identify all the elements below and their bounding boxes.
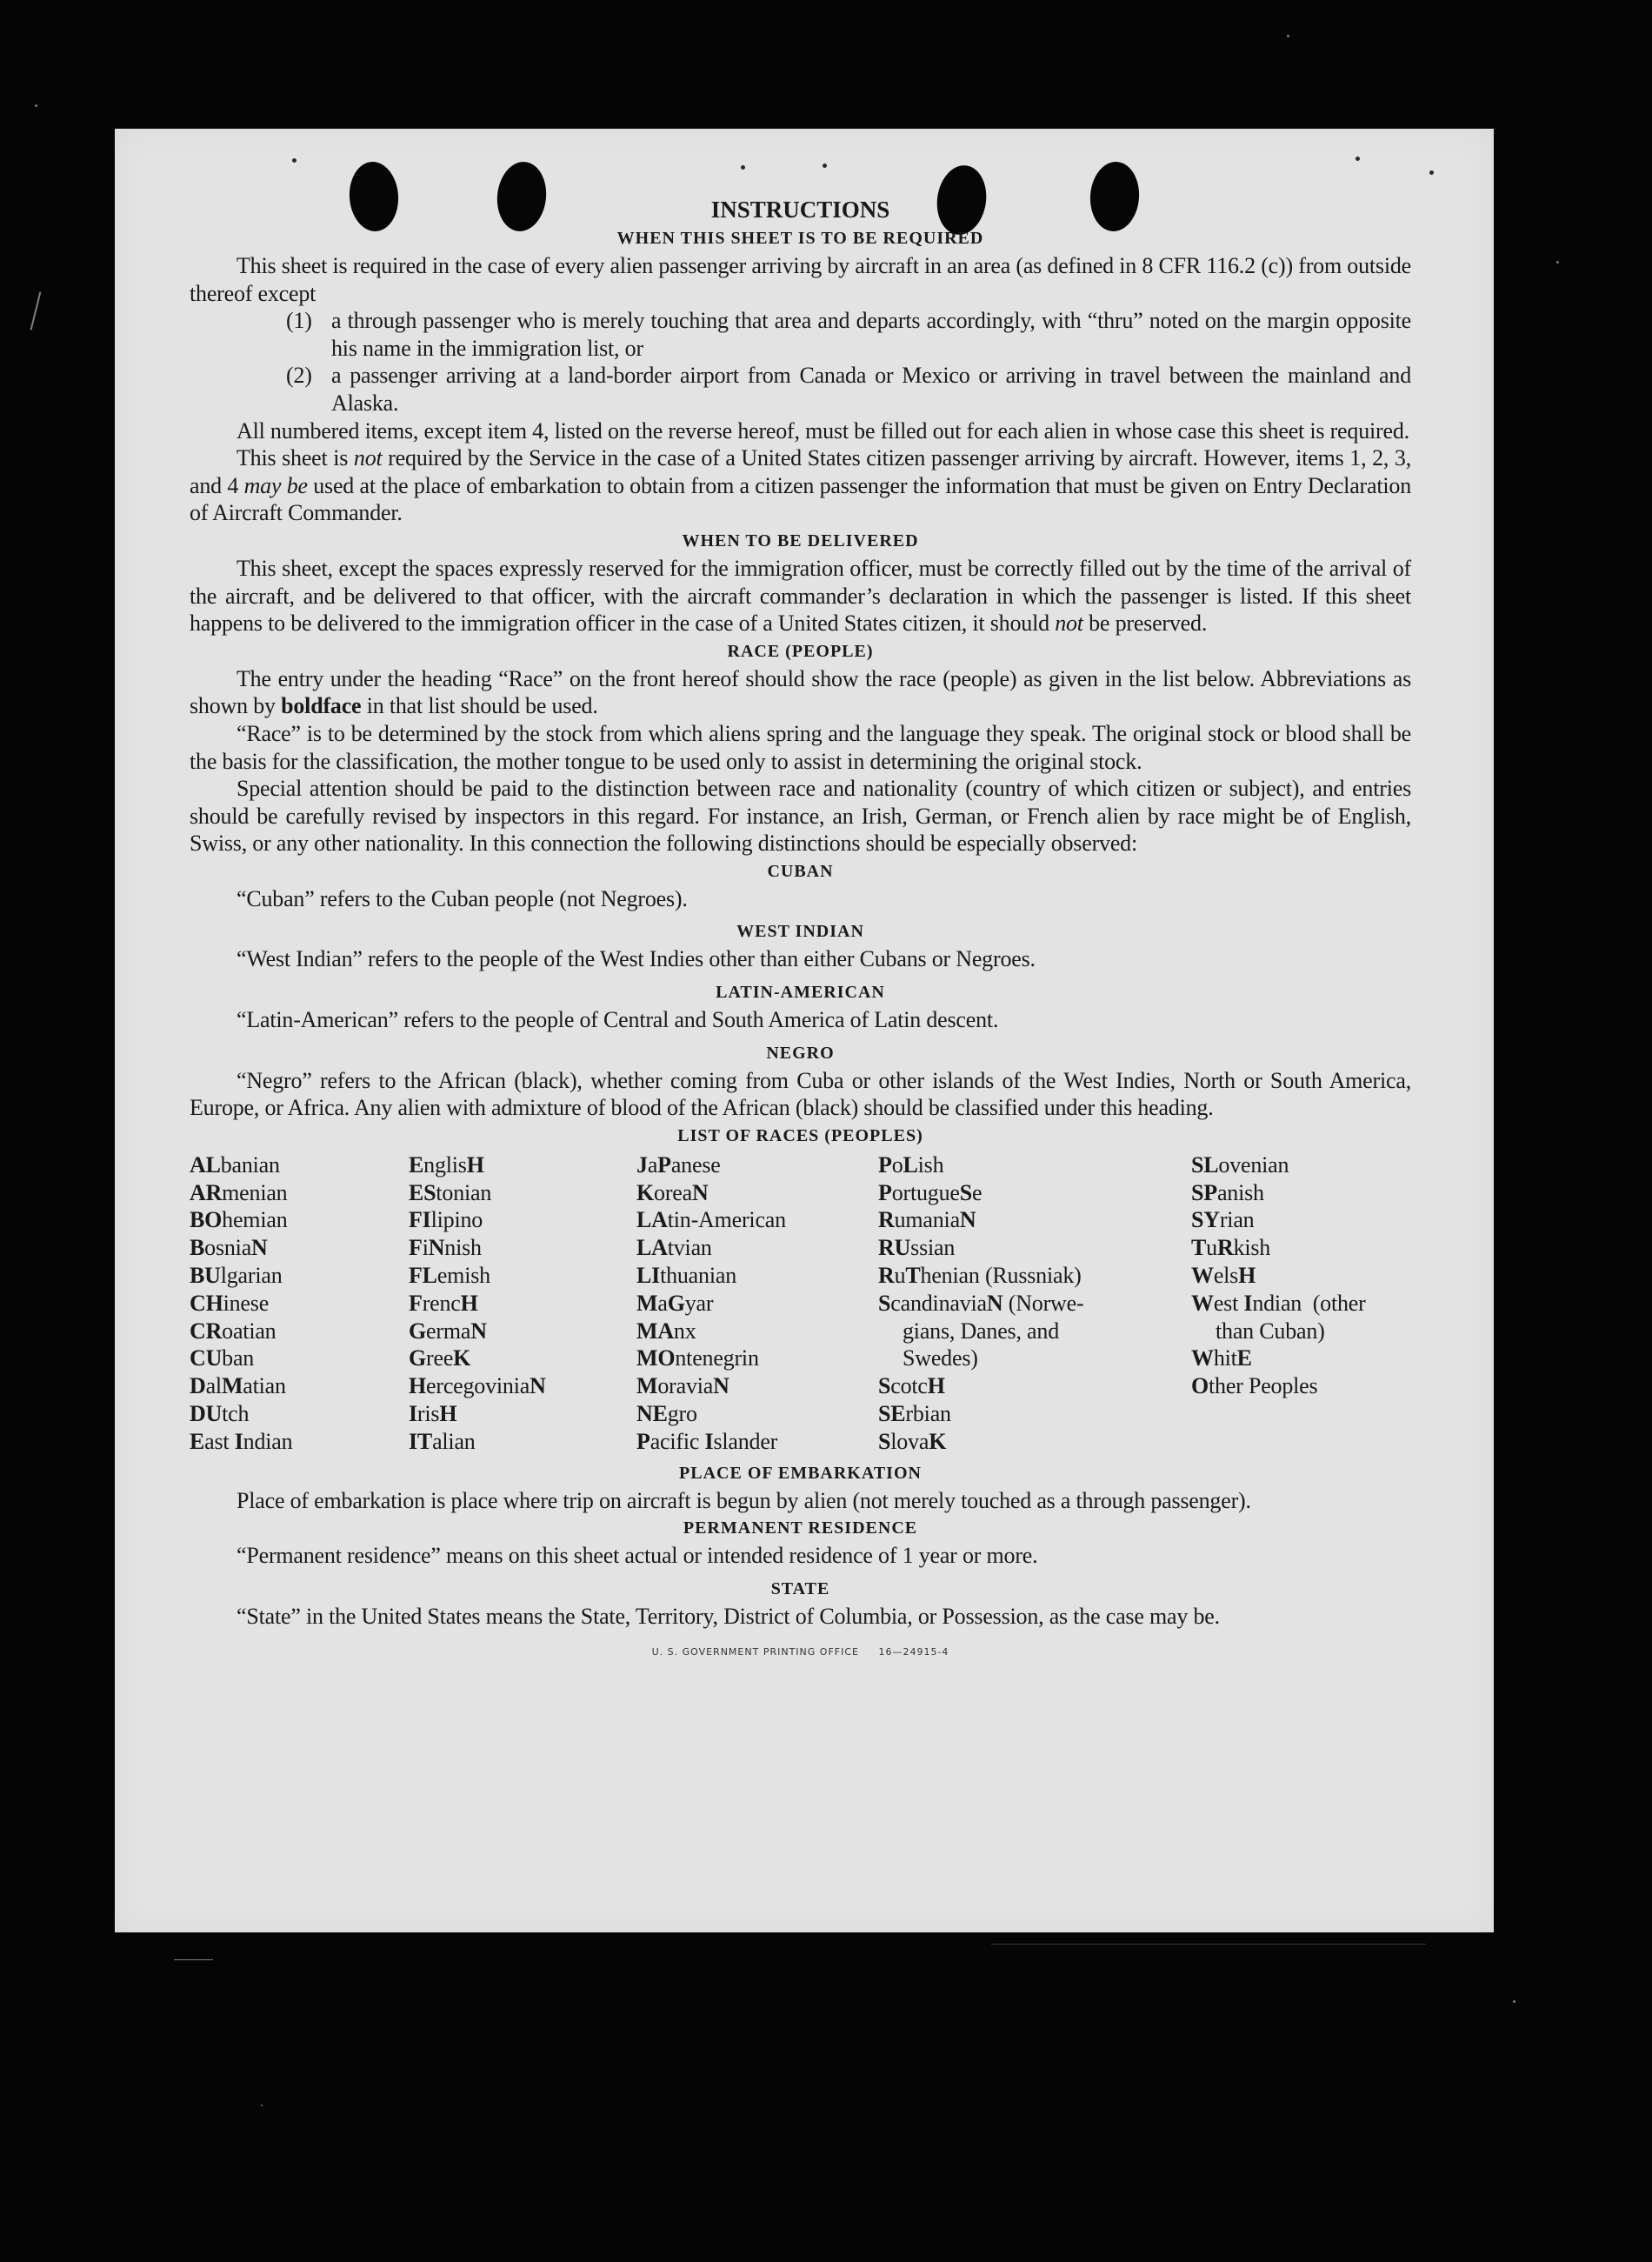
race-entry: SYrian: [1191, 1207, 1255, 1233]
race-entry: PoLish: [878, 1151, 944, 1178]
race-entry: NEgro: [636, 1401, 697, 1427]
races-column: [636, 1151, 878, 1456]
race-entry: LIthuanian: [636, 1263, 736, 1289]
exception-text: a passenger arriving at a land-border airport from Canada or Mexico or arriving in travel between the mainland and Alaska.: [331, 363, 1411, 416]
section-heading: PLACE OF EMBARKATION: [679, 1463, 922, 1483]
section-west-indian: [190, 917, 1411, 973]
race-entry: HercegoviniaN: [409, 1373, 546, 1399]
race-entry: DUtch: [190, 1401, 250, 1427]
section-state: [190, 1575, 1411, 1631]
race-entry: FLemish: [409, 1263, 490, 1289]
race-entry: FIlipino: [409, 1207, 483, 1233]
definition-text: “Permanent residence” means on this sheet actual or intended residence of 1 year or more.: [236, 1543, 1038, 1569]
section-heading: WHEN THIS SHEET IS TO BE REQUIRED: [616, 229, 984, 248]
definition-text: “State” in the United States means the State, Territory, District of Columbia, or Possession, as the case may be.: [236, 1603, 1220, 1629]
section-race: [190, 637, 1411, 857]
race-entry: ScotcH: [878, 1373, 945, 1399]
race-paragraph-1: The entry under the heading “Race” on the front hereof should show the race (people) as given in the list below. Abbreviations as shown by boldface in that list should be used.: [190, 665, 1411, 719]
race-entry: GreeK: [409, 1345, 471, 1371]
section-cuban: [190, 857, 1411, 913]
race-entry: RUssian: [878, 1235, 956, 1261]
race-entry: EnglisH: [409, 1151, 484, 1178]
numbered-items-paragraph: All numbered items, except item 4, listed on the reverse hereof, must be filled out for each alien in whose case this sheet is required.: [236, 417, 1409, 444]
race-entry: ITalian: [409, 1428, 476, 1454]
citizen-paragraph: This sheet is not required by the Service in the case of a United States citizen passenger arriving by aircraft. However, items 1, 2, 3, and 4 may be used at the place of embarkation to obtain from a citizen passenger the information that must be given on Entry Declaration of Aircraft Commander.: [190, 445, 1411, 526]
race-paragraph-2: “Race” is to be determined by the stock from which aliens spring and the language they speak. The original stock or blood shall be the basis for the classification, the mother tongue to be used only to assist in determining the original stock.: [190, 720, 1411, 774]
section-heading: STATE: [770, 1578, 830, 1598]
race-entry: RuThenian (Russniak): [878, 1263, 1082, 1289]
race-entry: than Cuban): [1216, 1318, 1325, 1344]
section-list-of-races: [190, 1122, 1411, 1456]
race-entry: BOhemian: [190, 1207, 288, 1233]
instruction-sheet: [115, 129, 1494, 1932]
race-entry: SErbian: [878, 1401, 951, 1427]
race-entry: East Indian: [190, 1428, 293, 1454]
section-when-delivered: [190, 527, 1411, 637]
races-column: [878, 1151, 1191, 1456]
section-heading: NEGRO: [766, 1043, 835, 1063]
race-entry: TuRkish: [1191, 1235, 1271, 1261]
race-entry: LAtin-American: [636, 1207, 786, 1233]
race-entry: gians, Danes, and: [903, 1318, 1059, 1344]
race-entry: BosniaN: [190, 1235, 268, 1261]
race-entry: West Indian (other: [1191, 1290, 1366, 1316]
race-entry: CUban: [190, 1345, 255, 1371]
exception-number: (2): [286, 363, 312, 389]
race-entry: Swedes): [903, 1345, 978, 1371]
printing-office-footer: U. S. GOVERNMENT PRINTING OFFICE 16—24915-4: [651, 1646, 949, 1658]
race-entry: MoraviaN: [636, 1373, 729, 1399]
section-when-required: [190, 224, 1411, 527]
race-entry: PortugueSe: [878, 1179, 983, 1205]
race-entry: CRoatian: [190, 1318, 276, 1344]
instructions-body: [190, 195, 1411, 1666]
race-entry: WhitE: [1191, 1345, 1252, 1371]
section-latin-american: [190, 978, 1411, 1034]
intro-paragraph: This sheet is required in the case of every alien passenger arriving by aircraft in an area (as defined in 8 CFR 116.2 (c)) from outside thereof except: [190, 253, 1411, 306]
races-column: [190, 1151, 409, 1456]
page-title: INSTRUCTIONS: [710, 197, 890, 223]
definition-text: “West Indian” refers to the people of the West Indies other than either Cubans or Negroes.: [236, 946, 1036, 972]
definition-text: “Negro” refers to the African (black), whether coming from Cuba or other islands of the West Indies, North or South America, Europe, or Africa. Any alien with admixture of blood of the African (black) should be classified under this heading.: [190, 1067, 1411, 1121]
section-heading: LATIN-AMERICAN: [716, 983, 885, 1003]
section-heading: PERMANENT RESIDENCE: [683, 1518, 918, 1538]
race-entry: KoreaN: [636, 1179, 709, 1205]
race-entry: SLovenian: [1191, 1151, 1289, 1178]
race-entry: WelsH: [1191, 1263, 1256, 1289]
race-entry: ScandinaviaN (Norwe-: [878, 1290, 1084, 1316]
definition-text: “Cuban” refers to the Cuban people (not Negroes).: [236, 885, 688, 911]
race-entry: FrencH: [409, 1290, 478, 1316]
race-entry: MaGyar: [636, 1290, 714, 1316]
delivered-paragraph: This sheet, except the spaces expressly reserved for the immigration officer, must be correctly filled out by the time of the arrival of the aircraft, and be delivered to that officer, with the aircraft commander’s declaration in which the passenger is listed. If this sheet happens to be delivered to the immigration officer in the case of a United States citizen, it should not be preserved.: [190, 555, 1411, 637]
section-heading: LIST OF RACES (PEOPLES): [677, 1125, 923, 1145]
section-heading: CUBAN: [767, 861, 834, 881]
race-entry: Other Peoples: [1191, 1373, 1318, 1399]
race-entry: ARmenian: [190, 1179, 288, 1205]
race-entry: JaPanese: [636, 1151, 721, 1178]
section-heading: WEST INDIAN: [736, 922, 864, 942]
race-entry: DalMatian: [190, 1373, 286, 1399]
section-heading: WHEN TO BE DELIVERED: [682, 530, 919, 550]
race-entry: RumaniaN: [878, 1207, 976, 1233]
race-entry: GermaN: [409, 1318, 487, 1344]
race-paragraph-3: Special attention should be paid to the distinction between race and nationality (country of which citizen or subject), and entries should be carefully revised by inspectors in this regard. For instance, an Irish, German, or French alien by race might be of English, Swiss, or any other nationality. In this connection the following distinctions should be especially observed:: [190, 776, 1411, 857]
races-column: [409, 1151, 636, 1456]
exception-text: a through passenger who is merely touching that area and departs accordingly, with “thru” noted on the margin opposite his name in the immigration list, or: [331, 308, 1411, 361]
exception-item: [190, 307, 1411, 362]
race-entry: IrisH: [409, 1401, 457, 1427]
section-negro: [190, 1039, 1411, 1122]
race-entry: SlovaK: [878, 1428, 947, 1454]
race-entry: MOntenegrin: [636, 1345, 759, 1371]
definition-text: “Latin-American” refers to the people of Central and South America of Latin descent.: [236, 1007, 999, 1033]
exception-item: [190, 362, 1411, 417]
race-entry: MAnx: [636, 1318, 696, 1344]
race-entry: CHinese: [190, 1290, 270, 1316]
race-entry: SPanish: [1191, 1179, 1264, 1205]
races-column: [1191, 1151, 1411, 1456]
section-heading: RACE (PEOPLE): [727, 641, 874, 661]
race-entry: ALbanian: [190, 1151, 280, 1178]
race-entry: FiNnish: [409, 1235, 482, 1261]
races-list: [190, 1151, 1411, 1456]
exception-number: (1): [286, 308, 312, 334]
race-entry: Pacific Islander: [636, 1428, 778, 1454]
race-entry: BUlgarian: [190, 1263, 283, 1289]
race-entry: EStonian: [409, 1179, 492, 1205]
section-permanent-residence: [190, 1514, 1411, 1570]
section-embarkation: [190, 1459, 1411, 1515]
race-entry: LAtvian: [636, 1235, 712, 1261]
definition-text: Place of embarkation is place where trip on aircraft is begun by alien (not merely touched as a through passenger).: [236, 1487, 1251, 1513]
